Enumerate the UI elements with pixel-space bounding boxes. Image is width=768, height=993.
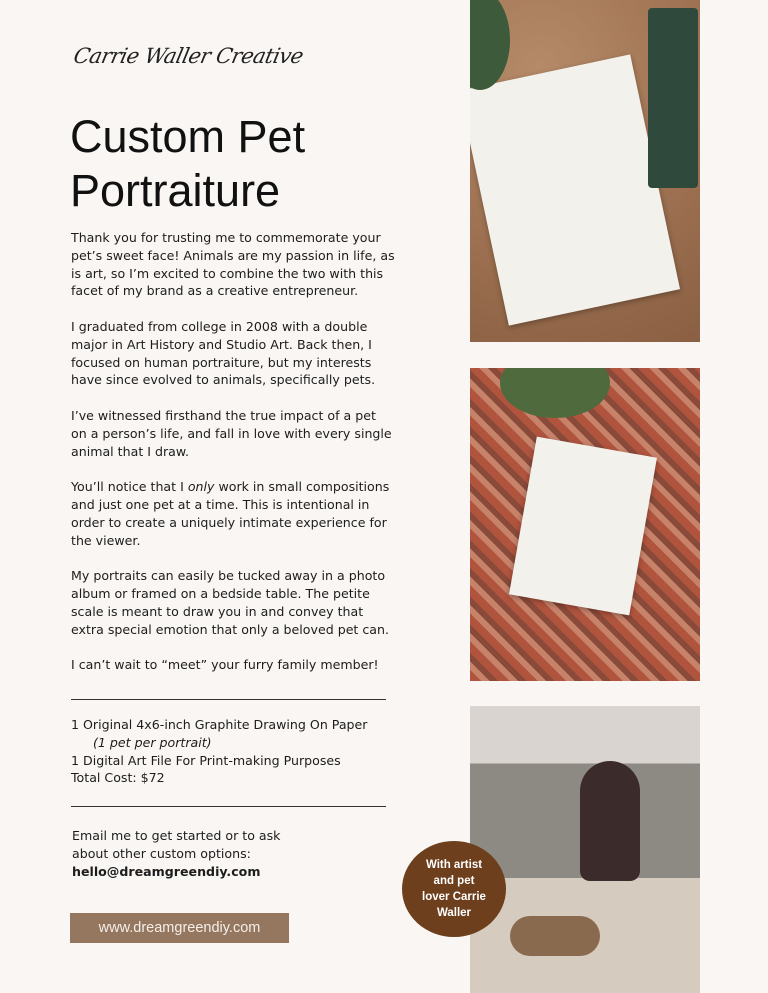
divider bbox=[71, 699, 386, 700]
paragraph bbox=[71, 567, 431, 638]
paragraph bbox=[71, 656, 431, 674]
contact-text: Email me to get started or to ask bbox=[72, 828, 281, 843]
text-line: major in Art History and Studio Art. Back then, I bbox=[71, 336, 372, 352]
paragraph bbox=[71, 318, 431, 389]
email-link[interactable]: hello@dreamgreendiy.com bbox=[72, 863, 261, 879]
brand-logo: Carrie Waller Creative bbox=[71, 44, 306, 68]
badge-line: lover Carrie bbox=[422, 891, 486, 903]
text-line: on a person’s life, and fall in love with every single bbox=[71, 425, 392, 441]
emphasis: only bbox=[187, 479, 215, 495]
title-line: Portraiture bbox=[70, 165, 281, 216]
artist-photo bbox=[470, 706, 700, 993]
dog-sketch-photo bbox=[470, 0, 700, 342]
package-item: 1 Original 4x6-inch Graphite Drawing On Paper bbox=[71, 717, 368, 732]
paragraph bbox=[71, 229, 431, 300]
text-line: My portraits can easily be tucked away in a photo bbox=[71, 568, 386, 584]
package-details bbox=[71, 716, 367, 787]
divider bbox=[71, 806, 386, 807]
paragraph bbox=[71, 407, 431, 460]
package-note: (1 pet per portrait) bbox=[93, 734, 212, 750]
text-line: pet’s sweet face! Animals are my passion in life, as bbox=[71, 247, 395, 263]
text-line: I graduated from college in 2008 with a double bbox=[71, 318, 368, 334]
text-line: is art, so I’m excited to combine the two with this bbox=[71, 265, 384, 281]
website-button[interactable]: www.dreamgreendiy.com bbox=[70, 913, 289, 943]
contact-info bbox=[72, 827, 280, 880]
paragraph bbox=[71, 478, 431, 549]
cat-sketch-photo bbox=[470, 368, 700, 681]
badge-line: With artist bbox=[425, 859, 483, 871]
badge-line: and pet bbox=[433, 875, 475, 887]
cat-image bbox=[510, 916, 600, 956]
text-line: the viewer. bbox=[71, 532, 141, 548]
contact-text: about other custom options: bbox=[72, 845, 251, 861]
pencil-tin-image bbox=[648, 8, 698, 188]
text-line: I’ve witnessed firsthand the true impact of a pet bbox=[71, 407, 376, 423]
page-title bbox=[70, 110, 305, 218]
text-line: extra special emotion that only a beloved pet can. bbox=[71, 621, 390, 637]
badge-line: Waller bbox=[436, 907, 472, 919]
text-line: I can’t wait to “meet” your furry family member! bbox=[71, 657, 379, 673]
text-line: have since evolved to animals, specifically pets. bbox=[71, 372, 376, 388]
text-line: scale is meant to draw you in and convey that bbox=[71, 603, 364, 619]
text-line: Thank you for trusting me to commemorate your bbox=[71, 230, 381, 245]
intro-text bbox=[71, 229, 431, 692]
artist-figure-image bbox=[580, 761, 640, 881]
text-segment: work in small compositions bbox=[214, 479, 390, 495]
title-line: Custom Pet bbox=[70, 111, 306, 162]
text-line: focused on human portraiture, but my interests bbox=[71, 354, 372, 370]
plant-leaf-image bbox=[500, 368, 610, 418]
text-line bbox=[71, 478, 431, 496]
text-line: animal that I draw. bbox=[71, 443, 190, 459]
package-item: 1 Digital Art File For Print-making Purposes bbox=[71, 752, 341, 768]
text-line: facet of my brand as a creative entrepreneur. bbox=[71, 283, 359, 299]
total-cost: Total Cost: $72 bbox=[71, 770, 165, 786]
sketchbook-image bbox=[509, 437, 657, 616]
artist-badge bbox=[402, 841, 506, 937]
text-line: and just one pet at a time. This is intentional in bbox=[71, 496, 370, 512]
text-line: album or framed on a bedside table. The petite bbox=[71, 585, 370, 601]
text-line: order to create a uniquely intimate experience for bbox=[71, 514, 387, 530]
text-segment: You’ll notice that I bbox=[71, 479, 188, 495]
plant-leaf-image bbox=[470, 0, 510, 90]
